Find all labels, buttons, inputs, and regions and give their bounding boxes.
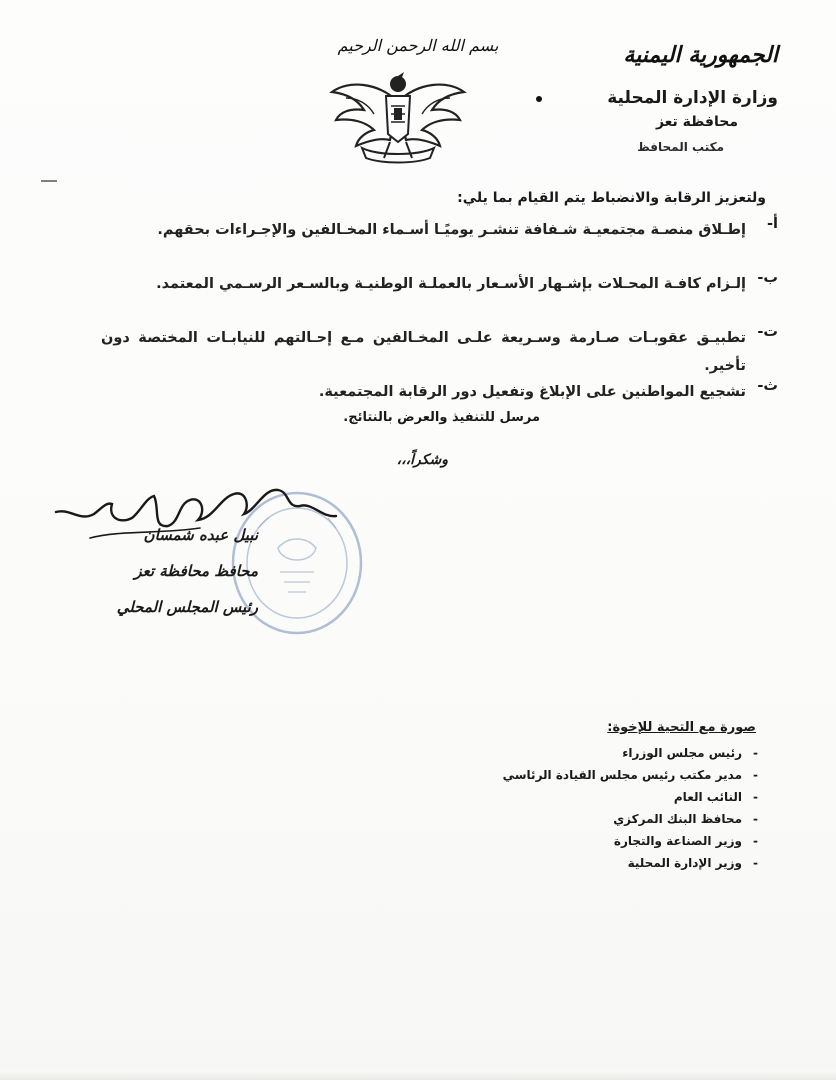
page-bottom-edge [0,1070,836,1080]
directive-item: إطـلاق منصـة مجتمعيـة شـفافة تنشـر يوميًـا أسـماء المخـالفين والإجـراءات بحقهم. [157,222,746,238]
intro-line: ولتعزيز الرقابة والانضباط يتم القيام بما يلي: [457,190,766,206]
cc-heading: صورة مع التحية للإخوة: [607,720,756,735]
directive-item: تشجيع المواطنين على الإبلاغ وتفعيل دور الرقابة المجتمعية. [318,384,746,400]
governorate-name: محافظة تعز [655,114,738,130]
list-item: - وزير الصناعة والتجارة [613,834,758,848]
sent-for-action-line: مرسل للتنفيذ والعرض بالنتائج. [343,410,540,425]
cc-recipient-list [503,742,758,874]
directive-item: تطبيـق عقوبـات صـارمة وسـريعة علـى المخـالفين مـع إحـالتهم للنيابـات المختصة دون تأخير. [101,330,746,374]
list-item: - رئيس مجلس الوزراء [622,746,758,760]
header-dot [536,96,542,102]
office-name: مكتب المحافظ [637,140,724,154]
cc-recipient: رئيس مجلس الوزراء [622,746,742,760]
item-marker: أ- [767,216,778,232]
cc-recipient: النائب العام [673,790,742,804]
republic-heading: الجمهورية اليمنية [623,42,778,68]
item-marker: ب- [757,270,778,286]
cc-recipient: وزير الصناعة والتجارة [613,834,742,848]
yemen-eagle-emblem-icon [328,62,468,170]
signatory-council-title: رئيس المجلس المحلي [116,598,258,616]
list-item: - وزير الإدارة المحلية [627,856,758,870]
cc-recipient: وزير الإدارة المحلية [627,856,742,870]
signatory-name: نبيل عبده شمسان [143,526,258,544]
item-marker: ث- [757,378,778,394]
scribble-mark-icon [40,178,58,184]
handwritten-signature-icon [50,478,350,558]
directive-item: إلـزام كافـة المحـلات بإشـهار الأسـعار بالعملـة الوطنيـة وبالسـعر الرسـمي المعتمد. [156,276,746,292]
list-item: - مدير مكتب رئيس مجلس القيادة الرئاسي [502,768,758,782]
signatory-title: محافظ محافظة تعز [134,562,258,580]
basmala-calligraphy: بسم الله الرحمن الرحيم [337,36,499,55]
ministry-name: وزارة الإدارة المحلية [607,88,778,108]
list-item: - النائب العام [673,790,758,804]
cc-recipient: مدير مكتب رئيس مجلس القيادة الرئاسي [502,768,742,782]
list-item: - محافظ البنك المركزي [613,812,758,826]
item-marker: ت- [757,324,778,340]
cc-recipient: محافظ البنك المركزي [613,812,742,826]
closing-thanks: وشكراً،،، [396,452,448,468]
